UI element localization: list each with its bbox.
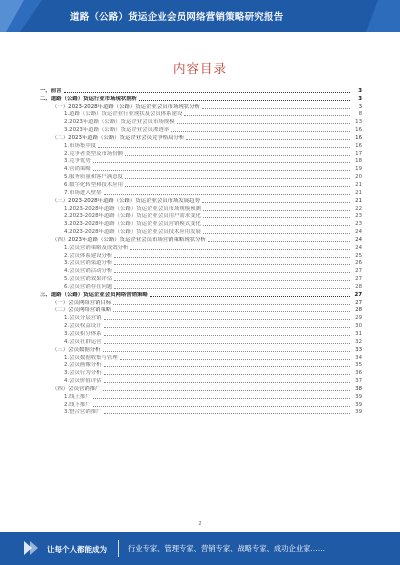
toc-entry-page: 20 [355,174,362,181]
toc-entry[interactable] [40,102,362,110]
toc-entry-page: 24 [355,236,362,243]
toc-entry[interactable] [40,266,362,274]
toc-leader-dots [203,224,350,226]
toc-leader-dots [114,263,350,265]
toc-entry-title: （三）2023-2028年道路（公路）货运企业会员市场发展趋势 [52,197,200,204]
toc-entry[interactable] [40,259,362,267]
toc-entry-title: 2.线下推广 [64,401,91,408]
toc-entry-title: 3.2023-2028年道路（公路）货运企业会员营销模式变化 [64,221,201,228]
toc-leader-dots [104,334,351,336]
toc-entry-page: 21 [355,189,362,196]
toc-leader-dots [93,397,350,399]
toc-entry-title: 2.会员画像分析 [64,362,102,369]
toc-leader-dots [150,295,350,297]
toc-entry-page: 8 [358,111,362,118]
toc-entry-page: 23 [355,213,362,220]
toc-entry-page: 29 [355,315,362,322]
toc-leader-dots [208,240,350,242]
toc-entry[interactable] [40,384,362,392]
toc-entry[interactable] [40,290,362,298]
toc-entry-page: 17 [355,150,362,157]
toc-entry[interactable] [40,164,362,172]
toc-leader-dots [93,169,350,171]
toc-leader-dots [184,114,350,116]
toc-entry[interactable] [40,219,362,227]
toc-entry[interactable] [40,282,362,290]
toc-entry-title: 5.服务质量和客户满意度 [64,174,124,181]
toc-entry-title: 3.竞争优势 [64,158,91,165]
toc-entry[interactable] [40,133,362,141]
toc-entry[interactable] [40,392,362,400]
toc-heading: 内容目录 [172,61,227,76]
toc-leader-dots [93,161,350,163]
toc-entry[interactable] [40,345,362,353]
toc-entry-title: 1.会员数据收集与管理 [64,354,118,361]
toc-entry-page: 27 [355,276,362,283]
toc-entry-title: 1.会员营销策略及成效分析 [64,244,129,251]
toc-entry[interactable] [40,329,362,337]
toc-entry[interactable] [40,94,362,102]
toc-entry-title: 1.市场集中度 [64,142,97,149]
toc-entry-page: 26 [355,260,362,267]
toc-leader-dots [113,310,350,312]
toc-entry[interactable] [40,298,362,306]
toc-entry-title: 2.2023-2028年道路（公路）货运企业会员用户需求变化 [64,213,201,220]
toc-entry-title: 1.线上推广 [64,393,91,400]
table-of-contents [40,86,362,415]
toc-entry[interactable] [40,376,362,384]
toc-entry-page: 23 [355,221,362,228]
toc-entry-title: 1.道路（公路）货运企业行业现状及会员体系建设 [64,111,183,118]
toc-entry-page: 18 [355,158,362,165]
toc-entry-title: 2.2023年道路（公路）货运企业会员市场规模 [64,119,175,126]
toc-leader-dots [114,287,350,289]
toc-entry-page: 31 [355,331,362,337]
toc-entry-title: 7.市场进入壁垒 [64,189,102,196]
toc-entry[interactable] [40,117,362,125]
toc-entry-page: 3 [358,103,362,110]
toc-entry-page: 25 [355,252,362,259]
toc-leader-dots [203,209,350,211]
toc-leader-dots [64,91,350,93]
toc-leader-dots [139,99,350,101]
toc-entry-page: 16 [355,134,362,141]
toc-leader-dots [114,279,350,281]
toc-entry-page: 39 [355,409,362,416]
toc-leader-dots [203,232,350,234]
toc-entry-page: 16 [355,142,362,149]
report-header-bar [0,0,400,32]
footer-divider [118,540,119,557]
toc-entry-page: 34 [355,354,362,361]
toc-leader-dots [202,201,350,203]
toc-leader-dots [202,107,350,109]
toc-leader-dots [104,326,351,328]
toc-entry[interactable] [40,86,362,94]
toc-entry-page: 30 [355,323,362,330]
toc-entry-title: 5.会员营销效果评估 [64,276,113,283]
toc-entry-title: 二、道路（公路）货运行业市场现状剖析 [40,95,138,102]
toc-entry-page: 33 [355,346,362,353]
page-number: 2 [198,521,202,527]
toc-entry-title: 6.数字化转型和技术应用 [64,181,124,188]
toc-entry-title: （四）2023年道路（公路）货运企业会员市场营销策略现状分析 [52,236,206,243]
toc-entry-title: 三、道路（公路）货运企业会员网络营销策略 [40,291,148,298]
toc-leader-dots [114,271,350,273]
toc-entry-title: （二）2023年道路（公路）货运企业会员竞争格局分析 [52,134,185,141]
toc-entry-title: 4.会员价值评估 [64,378,102,385]
toc-entry-title: （四）会员营销推广 [52,385,101,392]
toc-leader-dots [98,146,350,148]
toc-leader-dots [103,389,350,391]
toc-leader-dots [186,138,350,140]
toc-entry-title: 3.整合营销推广 [64,409,102,416]
toc-entry-page: 24 [355,244,362,251]
toc-entry-page: 21 [355,197,362,204]
toc-entry-page: 21 [355,181,362,188]
toc-entry[interactable] [40,243,362,251]
toc-leader-dots [104,365,351,367]
toc-leader-dots [120,358,350,360]
toc-leader-dots [104,193,351,195]
toc-entry-page: 3 [358,95,362,102]
toc-entry[interactable] [40,204,362,212]
toc-entry-page: 27 [355,299,362,306]
toc-entry-title: 3.会员营销渠道分析 [64,260,113,267]
toc-entry-title: 4.会员社群运营 [64,338,102,345]
toc-entry-title: 3.2023年道路（公路）货运企业会员渗透率 [64,127,170,134]
toc-entry-title: 1.会员分层营销 [64,315,102,322]
toc-leader-dots [104,318,351,320]
toc-leader-dots [125,154,350,156]
toc-entry[interactable] [40,361,362,369]
toc-entry[interactable] [40,368,362,376]
toc-entry[interactable] [40,141,362,149]
toc-leader-dots [104,381,351,383]
toc-leader-dots [104,342,351,344]
toc-entry-title: 3.会员行为分析 [64,370,102,377]
toc-entry[interactable] [40,110,362,118]
footer-slogan-left: 让每个人都能成为 [47,545,107,554]
header-corner-decoration-left [0,0,60,32]
toc-entry-title: 一、前言 [40,87,62,94]
toc-entry-page: 28 [355,307,362,314]
toc-leader-dots [203,216,350,218]
toc-entry-page: 27 [355,268,362,275]
toc-entry-page: 3 [358,87,362,94]
toc-entry-title: （三）会员数据分析 [52,346,101,353]
toc-leader-dots [114,256,350,258]
toc-leader-dots [104,412,351,414]
toc-entry-title: 4.2023-2028年道路（公路）货运企业会员技术应用发展 [64,229,201,236]
toc-entry[interactable] [40,313,362,321]
toc-entry-page: 35 [355,362,362,369]
toc-entry[interactable] [40,180,362,188]
toc-entry-title: （一）会员网络营销目标 [52,299,112,306]
toc-entry[interactable] [40,235,362,243]
toc-leader-dots [103,350,350,352]
toc-leader-dots [113,303,350,305]
toc-entry-page: 16 [355,127,362,134]
toc-entry-page: 27 [354,291,362,298]
toc-entry-page: 13 [355,119,362,126]
toc-entry-page: 36 [355,370,362,377]
toc-entry[interactable] [40,408,362,416]
toc-entry[interactable] [40,196,362,204]
toc-leader-dots [171,130,350,132]
toc-entry[interactable] [40,274,362,282]
toc-leader-dots [125,185,350,187]
toc-entry-title: （二）会员网络营销策略 [52,307,112,314]
toc-entry-title: 6.会员营销存在问题 [64,283,113,290]
toc-entry-title: （一）2023-2028年道路（公路）货运企业会员市场现状分析 [52,103,200,110]
toc-entry-title: 4.会员营销活动分析 [64,268,113,275]
toc-entry[interactable] [40,188,362,196]
toc-entry-title: 1.2023-2028年道路（公路）货运企业会员市场规模预测 [64,205,201,212]
toc-entry-page: 39 [355,401,362,408]
toc-leader-dots [104,373,351,375]
toc-entry[interactable] [40,353,362,361]
toc-entry-page: 19 [355,166,362,173]
report-title: 道路（公路）货运企业会员网络营销策略研究报告 [70,12,284,23]
toc-entry[interactable] [40,306,362,314]
toc-entry[interactable] [40,321,362,329]
arrow-icon [22,539,40,557]
toc-entry-title: 2.竞争者类型及市场份额 [64,150,124,157]
toc-entry-page: 37 [355,378,362,385]
footer-slogan-right: 行业专家、管理专家、营销专家、战略专家、成功企业家…… [128,544,326,553]
toc-leader-dots [177,122,350,124]
toc-entry[interactable] [40,125,362,133]
toc-leader-dots [93,405,350,407]
toc-entry-page: 28 [355,283,362,290]
report-footer-bar [0,532,400,565]
toc-entry-page: 38 [355,385,362,392]
toc-entry[interactable] [40,337,362,345]
toc-entry[interactable] [40,251,362,259]
toc-entry[interactable] [40,157,362,165]
toc-entry[interactable] [40,149,362,157]
toc-leader-dots [125,177,350,179]
toc-entry[interactable] [40,400,362,408]
toc-entry-page: 39 [355,393,362,400]
toc-entry-page: 22 [355,205,362,212]
toc-entry[interactable] [40,212,362,220]
toc-entry-title: 4.营销策略 [64,166,91,173]
toc-entry-page: 32 [355,338,362,345]
toc-entry[interactable] [40,227,362,235]
toc-entry-title: 2.会员权益设计 [64,323,102,330]
toc-entry-title: 2.会员体系建设分析 [64,252,113,259]
toc-leader-dots [130,248,350,250]
toc-entry-title: 3.会员积分体系 [64,331,102,337]
toc-entry[interactable] [40,172,362,180]
toc-entry-page: 24 [355,229,362,236]
